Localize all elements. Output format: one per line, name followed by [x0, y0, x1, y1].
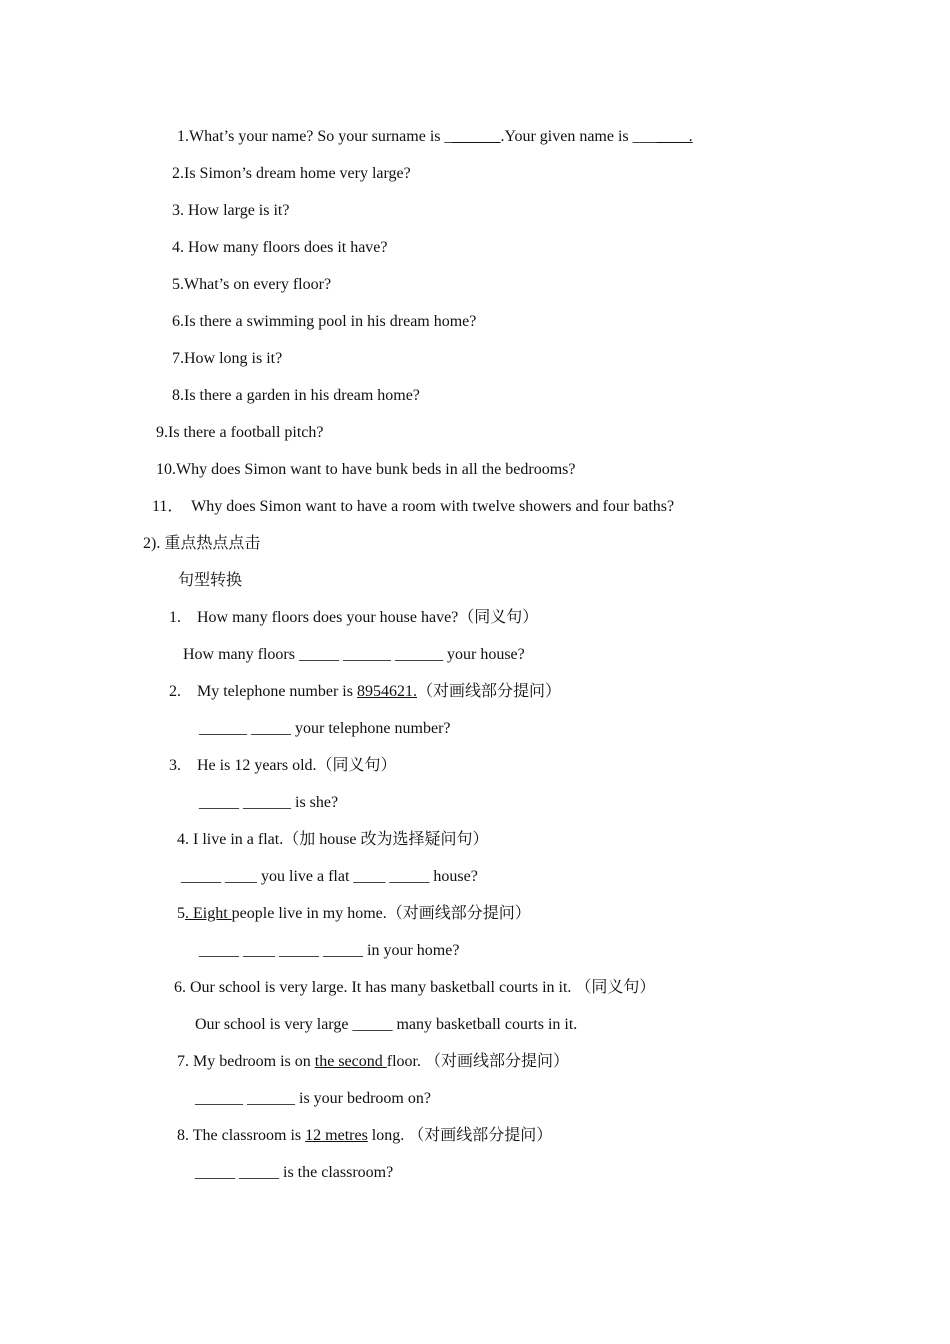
exercise-3-prompt: 3. He is 12 years old.（同义句）: [169, 757, 397, 774]
question-4: 4. How many floors does it have?: [172, 239, 388, 256]
exercise-3-answer: _____ ______ is she?: [199, 794, 339, 811]
section-heading: 2). 重点热点点击: [143, 535, 261, 552]
question-1: [177, 127, 693, 147]
section-subheading: 句型转换: [178, 572, 243, 589]
exercise-8-answer: _____ _____ is the classroom?: [195, 1164, 394, 1181]
question-1-blank-surname: ______: [452, 128, 501, 145]
exercise-5-answer: _____ ____ _____ _____ in your home?: [199, 942, 460, 959]
exercise-2-underlined: 8954621.: [356, 683, 417, 700]
question-6: 6.Is there a swimming pool in his dream home?: [172, 313, 477, 330]
exercise-7-underlined: the second: [314, 1053, 387, 1070]
exercise-1-answer: How many floors _____ ______ ______ your house?: [183, 646, 525, 663]
question-9: 9.Is there a football pitch?: [156, 424, 324, 441]
exercise-2-prompt: 2. My telephone number is 8954621.（对画线部分提问）: [169, 683, 561, 700]
question-2: 2.Is Simon’s dream home very large?: [172, 165, 411, 182]
exercise-7-answer: ______ ______ is your bedroom on?: [195, 1090, 431, 1107]
exercise-8-prompt: 8. The classroom is 12 metres long. （对画线部分提问）: [177, 1127, 553, 1144]
exercise-5-prompt: 5. Eight people live in my home.（对画线部分提问）: [177, 905, 531, 922]
question-7: 7.How long is it?: [172, 350, 283, 367]
question-3: 3. How large is it?: [172, 202, 290, 219]
exercise-4-prompt: 4. I live in a flat.（加 house 改为选择疑问句）: [177, 831, 489, 848]
exercise-8-underlined: 12 metres: [305, 1127, 368, 1144]
question-11: 11． Why does Simon want to have a room with twelve showers and four baths?: [152, 498, 675, 515]
exercise-6-prompt: 6. Our school is very large. It has many basketball courts in it. （同义句）: [174, 979, 656, 996]
exercise-6-answer: Our school is very large _____ many basketball courts in it.: [195, 1016, 578, 1033]
question-1-text: 1.What’s your name? So your surname is _: [177, 128, 453, 145]
question-5: 5.What’s on every floor?: [172, 276, 332, 293]
exercise-2-answer: ______ _____ your telephone number?: [199, 720, 451, 737]
exercise-5-underlined: . Eight: [185, 905, 232, 922]
question-1-text-given: .Your given name is ___: [500, 128, 657, 145]
question-10: 10.Why does Simon want to have bunk beds in all the bedrooms?: [156, 461, 576, 478]
exercise-4-answer: _____ ____ you live a flat ____ _____ house?: [181, 868, 478, 885]
exercise-1-prompt: 1. How many floors does your house have?（同义句）: [169, 609, 539, 626]
question-8: 8.Is there a garden in his dream home?: [172, 387, 420, 404]
exercise-7-prompt: 7. My bedroom is on the second floor. （对画线部分提问）: [177, 1053, 569, 1070]
question-1-blank-given-name: ____.: [656, 128, 693, 145]
